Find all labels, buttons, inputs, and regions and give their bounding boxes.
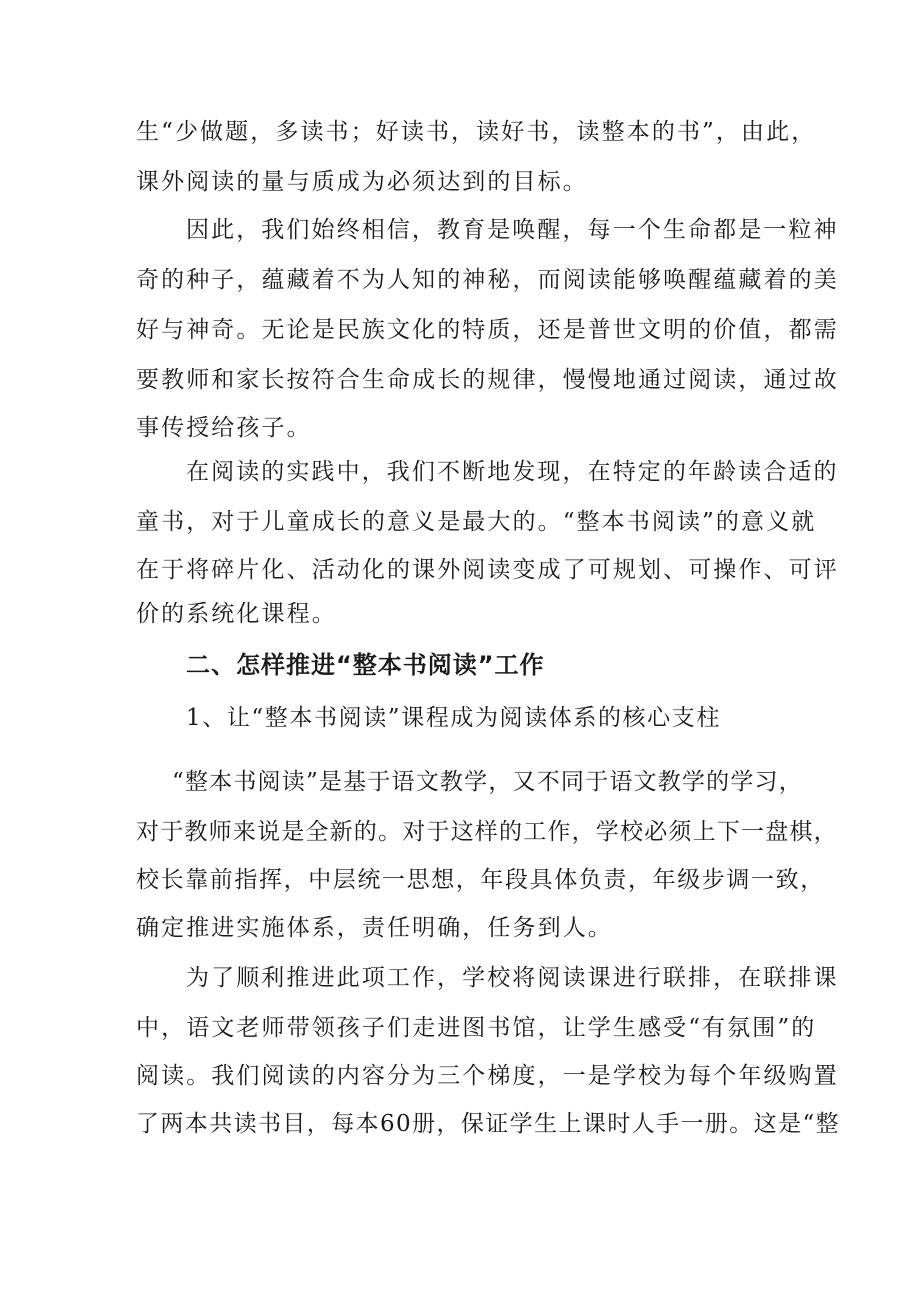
paragraph-3-line-1: 在阅读的实践中，我们不断地发现，在特定的年龄读合适的: [186, 459, 839, 485]
paragraph-2-line-4: 要教师和家长按符合生命成长的规律，慢慢地通过阅读，通过故: [136, 367, 839, 393]
paragraph-5-line-2: 中，语文老师带领孩子们走进图书馆，让学生感受“有氛围”的: [136, 1015, 817, 1041]
paragraph-5-line-4: 了两本共读书目，每本60册，保证学生上课时人手一册。这是“整: [136, 1111, 841, 1137]
subheading: 1、让“整本书阅读”课程成为阅读体系的核心支柱: [186, 705, 721, 731]
paragraph-1-line-1: 生“少做题，多读书；好读书，读好书，读整本的书”，由此，: [136, 119, 817, 145]
paragraph-4-line-1: “整本书阅读”是基于语文教学，又不同于语文教学的学习，: [172, 769, 803, 795]
paragraph-5-line-3: 阅读。我们阅读的内容分为三个梯度，一是学校为每个年级购置: [136, 1063, 839, 1089]
paragraph-2-line-1: 因此，我们始终相信，教育是唤醒，每一个生命都是一粒神: [186, 217, 839, 243]
paragraph-3-line-3: 在于将碎片化、活动化的课外阅读变成了可规划、可操作、可评: [136, 557, 839, 583]
paragraph-4-line-2: 对于教师来说是全新的。对于这样的工作，学校必须上下一盘棋，: [136, 819, 838, 845]
paragraph-5-line-1: 为了顺利推进此项工作，学校将阅读课进行联排，在联排课: [186, 965, 839, 991]
section-heading: 二、怎样推进“整本书阅读”工作: [186, 651, 545, 679]
paragraph-3-line-4: 价的系统化课程。: [136, 601, 337, 627]
paragraph-3-line-2: 童书，对于儿童成长的意义是最大的。“整本书阅读”的意义就: [136, 509, 817, 535]
paragraph-4-line-4: 确定推进实施体系，责任明确，任务到人。: [136, 915, 613, 941]
paragraph-4-line-3: 校长靠前指挥，中层统一思想，年段具体负责，年级步调一致，: [136, 867, 825, 893]
paragraph-2-line-2: 奇的种子，蕴藏着不为人知的神秘，而阅读能够唤醒蕴藏着的美: [136, 267, 839, 293]
paragraph-2-line-5: 事传授给孩子。: [136, 415, 312, 441]
paragraph-2-line-3: 好与神奇。无论是民族文化的特质，还是普世文明的价值，都需: [136, 317, 839, 343]
paragraph-1-line-2: 课外阅读的量与质成为必须达到的目标。: [136, 169, 588, 195]
